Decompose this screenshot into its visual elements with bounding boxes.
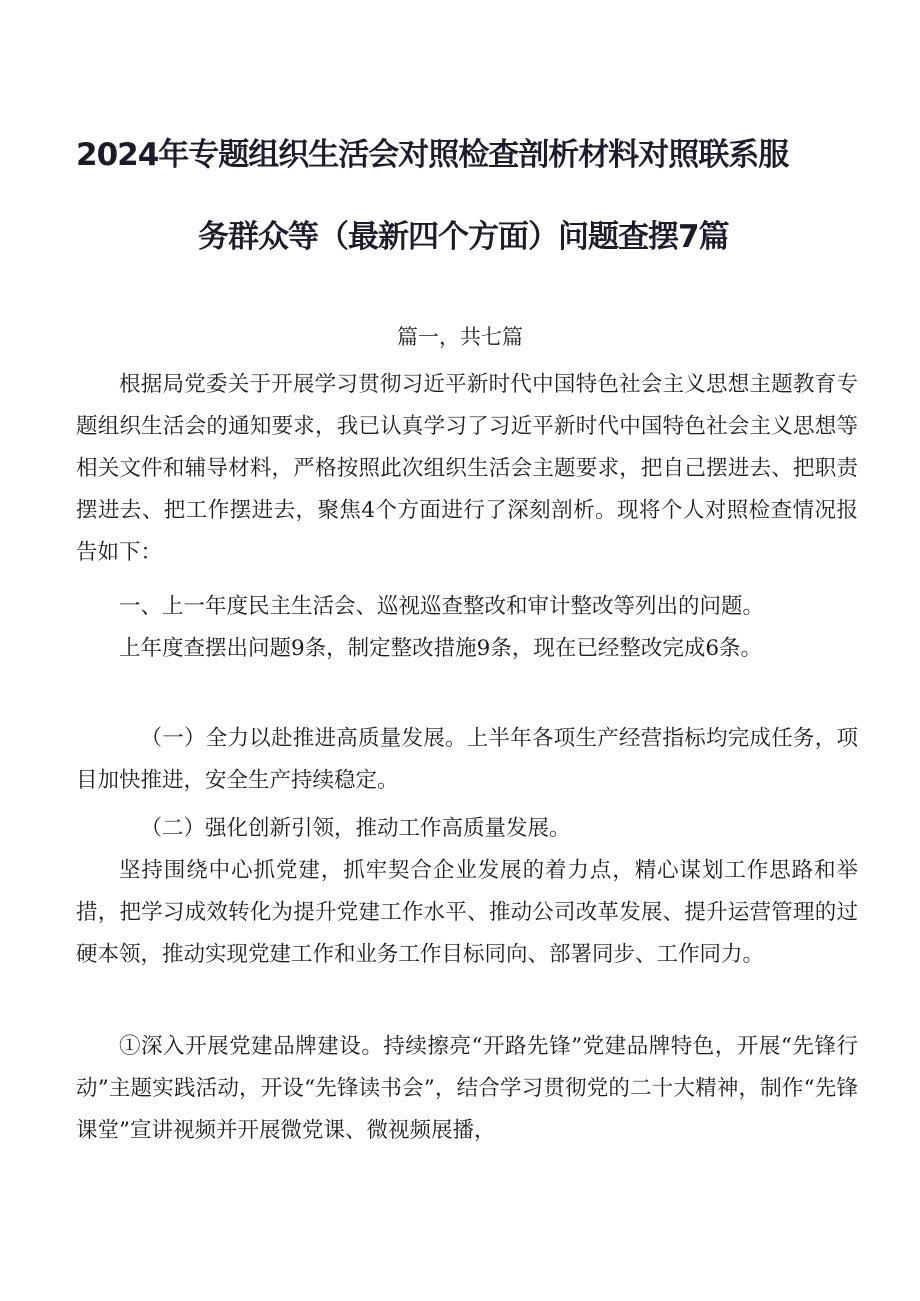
- paragraph-point-1-text: ①深入开展党建品牌建设。持续擦亮“开路先锋”党建品牌特色，开展“先锋行动”主题实践活动，开设“先锋读书会”，结合学习贯彻党的二十大精神，制作“先锋课堂”宣讲视频并开展微党课、微视频展播，: [76, 1034, 858, 1143]
- paragraph-section-1-heading: [76, 586, 858, 628]
- paragraph-intro: [76, 364, 858, 574]
- paragraph-summary-text: 上年度查摆出问题9条，制定整改措施9条，现在已经整改完成6条。: [119, 636, 763, 661]
- paragraph-strategy-text: 坚持围绕中心抓党建，抓牢契合企业发展的着力点，精心谋划工作思路和举措，把学习成效转化为提升党建工作水平、推动公司改革发展、提升运营管理的过硬本领，推动实现党建工作和业务工作目标同向、部署同步、工作同力。: [76, 858, 858, 967]
- document-title-line-2: 务群众等（最新四个方面）问题查摆7篇: [198, 219, 729, 255]
- document-subtitle: 篇一，共七篇: [397, 325, 523, 349]
- paragraph-subsection-2: [76, 808, 858, 850]
- document-title-line-1: 2024年专题组织生活会对照检查剖析材料对照联系服: [76, 137, 789, 173]
- paragraph-point-1: [76, 1026, 858, 1152]
- paragraph-section-1-text: 一、上一年度民主生活会、巡视巡查整改和审计整改等列出的问题。: [119, 594, 765, 619]
- paragraph-intro-text: 根据局党委关于开展学习贯彻习近平新时代中国特色社会主义思想主题教育专题组织生活会的通知要求，我已认真学习了习近平新时代中国特色社会主义思想等相关文件和辅导材料，严格按照此次组织生活会主题要求，把自己摆进去、把职责摆进去、把工作摆进去，聚焦4个方面进行了深刻剖析。现将个人对照检查情况报告如下：: [76, 372, 858, 565]
- paragraph-subsection-1: [76, 718, 858, 802]
- paragraph-subsection-2-text: （二）强化创新引领，推动工作高质量发展。: [140, 816, 571, 841]
- paragraph-strategy: [76, 850, 858, 976]
- paragraph-summary: [76, 628, 858, 670]
- paragraph-subsection-1-text: （一）全力以赴推进高质量发展。上半年各项生产经营指标均完成任务，项目加快推进，安全生产持续稳定。: [76, 726, 858, 793]
